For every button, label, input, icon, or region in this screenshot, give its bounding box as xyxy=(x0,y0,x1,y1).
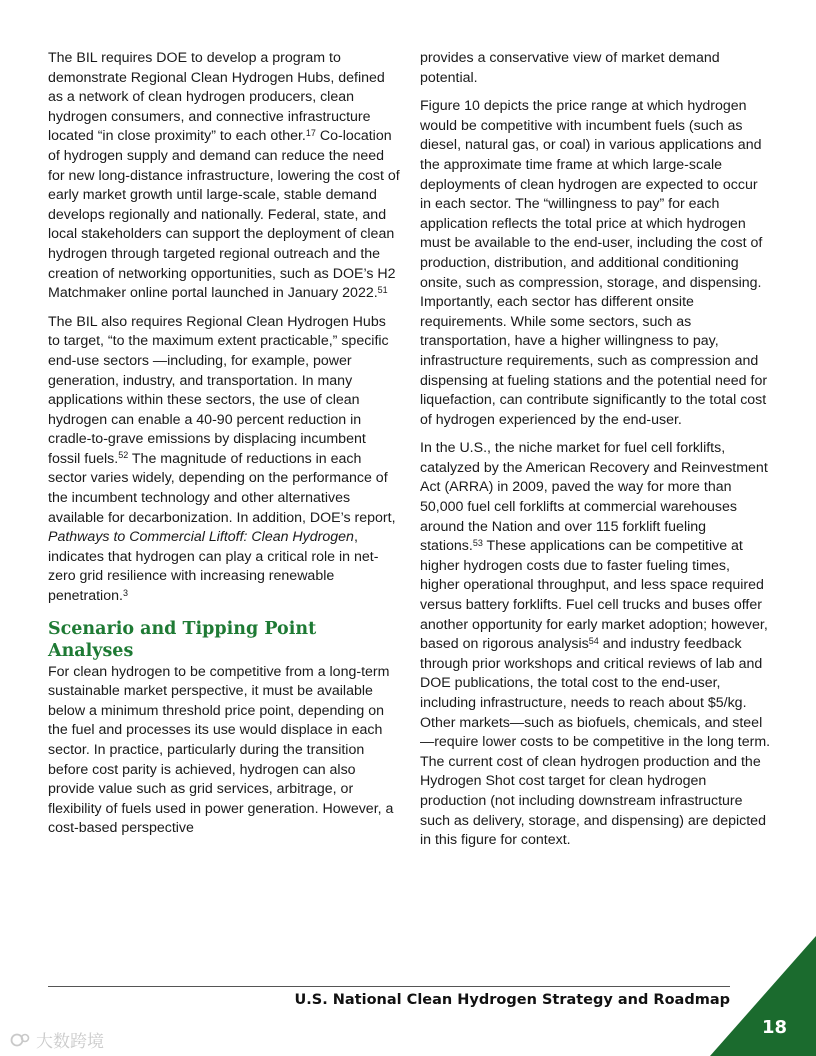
paragraph: In the U.S., the niche market for fuel cell forklifts, catalyzed by the American Recovery and Reinvestment Act (ARRA) in 2009, paved the way for more than 50,000 fuel cell forklifts at commercial warehouses around the Nation and over 115 forklift fueling stations.$^{53}$ These applications can be competitive at higher hydrogen costs due to faster fueling times, higher operational throughput, and less space required versus battery forklifts. Fuel cell trucks and buses offer another opportunity for early market adoption; however, based on rigorous analysis$^{54}$ and industry feedback through prior workshops and critical reviews of lab and DOE publications, the total cost to the end-user, including infrastructure, needs to reach about $5/kg. Other markets—such as biofuels, chemicals, and steel—require lower costs to be competitive in the long term. The current cost of clean hydrogen production and the Hydrogen Shot cost target for clean hydrogen production (not including downstream infrastructure such as delivery, storage, and dispensing) are depicted in this figure for context. xyxy=(420,440,771,849)
watermark xyxy=(10,1027,104,1052)
footnote-ref[interactable]: 17 xyxy=(305,127,316,138)
footnote-ref[interactable]: 51 xyxy=(377,284,388,295)
corner-triangle xyxy=(710,936,816,1056)
footer-divider xyxy=(48,986,730,987)
paragraph: The BIL also requires Regional Clean Hydrogen Hubs to target, “to the maximum extent practicable,” specific end-use sectors —including, for example, power generation, industry, and transportation. In many applications within these sectors, the use of clean hydrogen can enable a 40-90 percent reduction in cradle-to-grave emissions by displacing incumbent fossil fuels.$^{52}$ The magnitude of reductions in each sector varies widely, depending on the performance of the incumbent technology and other alternatives available for decarbonization. In addition, DOE’s report, Pathways to Commercial Liftoff: Clean Hydrogen, indicates that hydrogen can play a critical role in net-zero grid resilience with increasing renewable penetration.$^3$ xyxy=(48,313,396,605)
paragraph: The BIL requires DOE to develop a program to demonstrate Regional Clean Hydrogen Hubs, defined as a network of clean hydrogen producers, clean hydrogen consumers, and connective infrastructure located “in close proximity” to each other.$^{17}$ Co-location of hydrogen supply and demand can reduce the need for new long-distance infrastructure, lowering the cost of early market growth until large-scale, stable demand develops regionally and nationally. Federal, state, and local stakeholders can support the deployment of clean hydrogen through targeted regional outreach and the creation of networking opportunities, such as DOE’s H2 Matchmaker online portal launched in January 2022.51 xyxy=(48,50,400,302)
paragraph: provides a conservative view of market demand potential. xyxy=(420,50,720,86)
footnote-ref[interactable]: 52 xyxy=(118,450,129,461)
report-title: Pathways to Commercial Liftoff: Clean Hydrogen xyxy=(48,529,354,546)
section-heading: Scenario and Tipping Point Analyses xyxy=(48,618,317,661)
page-number: 18 xyxy=(761,1017,787,1038)
paragraph: Figure 10 depicts the price range at which hydrogen would be competitive with incumbent fuels (such as diesel, natural gas, or coal) in various applications and the approximate time frame at which large-scale deployments of clean hydrogen are expected to occur in each sector. The “willingness to pay” for each application reflects the total price at which hydrogen must be available to the end-user, including the cost of production, distribution, and additional conditioning onsite, such as compression, storage, and dispensing. Importantly, each sector has different onsite requirements. While some sectors, such as transportation, have a higher willingness to pay, infrastructure requirements, such as compression and dispensing at fueling stations and the potential need for liquefaction, can contribute significantly to the total cost of hydrogen experienced by the end-user. xyxy=(420,98,768,428)
left-column xyxy=(48,49,400,848)
footnote-ref[interactable]: 3 xyxy=(122,587,128,598)
watermark-logo-icon xyxy=(10,1032,32,1048)
footnote-ref[interactable]: 53 xyxy=(472,537,483,548)
paragraph: For clean hydrogen to be competitive from a long-term sustainable market perspective, it must be available below a minimum threshold price point, depending on the fuel and processes its use would displace in each sector. In practice, particularly during the transition before cost parity is achieved, hydrogen can also provide value such as grid services, arbitrage, or flexibility of fuels used in power generation. However, a cost-based perspective xyxy=(48,663,394,837)
footnote-ref[interactable]: 54 xyxy=(588,635,599,646)
watermark-text: 大数跨境 xyxy=(36,1032,104,1052)
footer-title: U.S. National Clean Hydrogen Strategy and Roadmap xyxy=(294,992,730,1008)
right-column xyxy=(420,49,772,860)
